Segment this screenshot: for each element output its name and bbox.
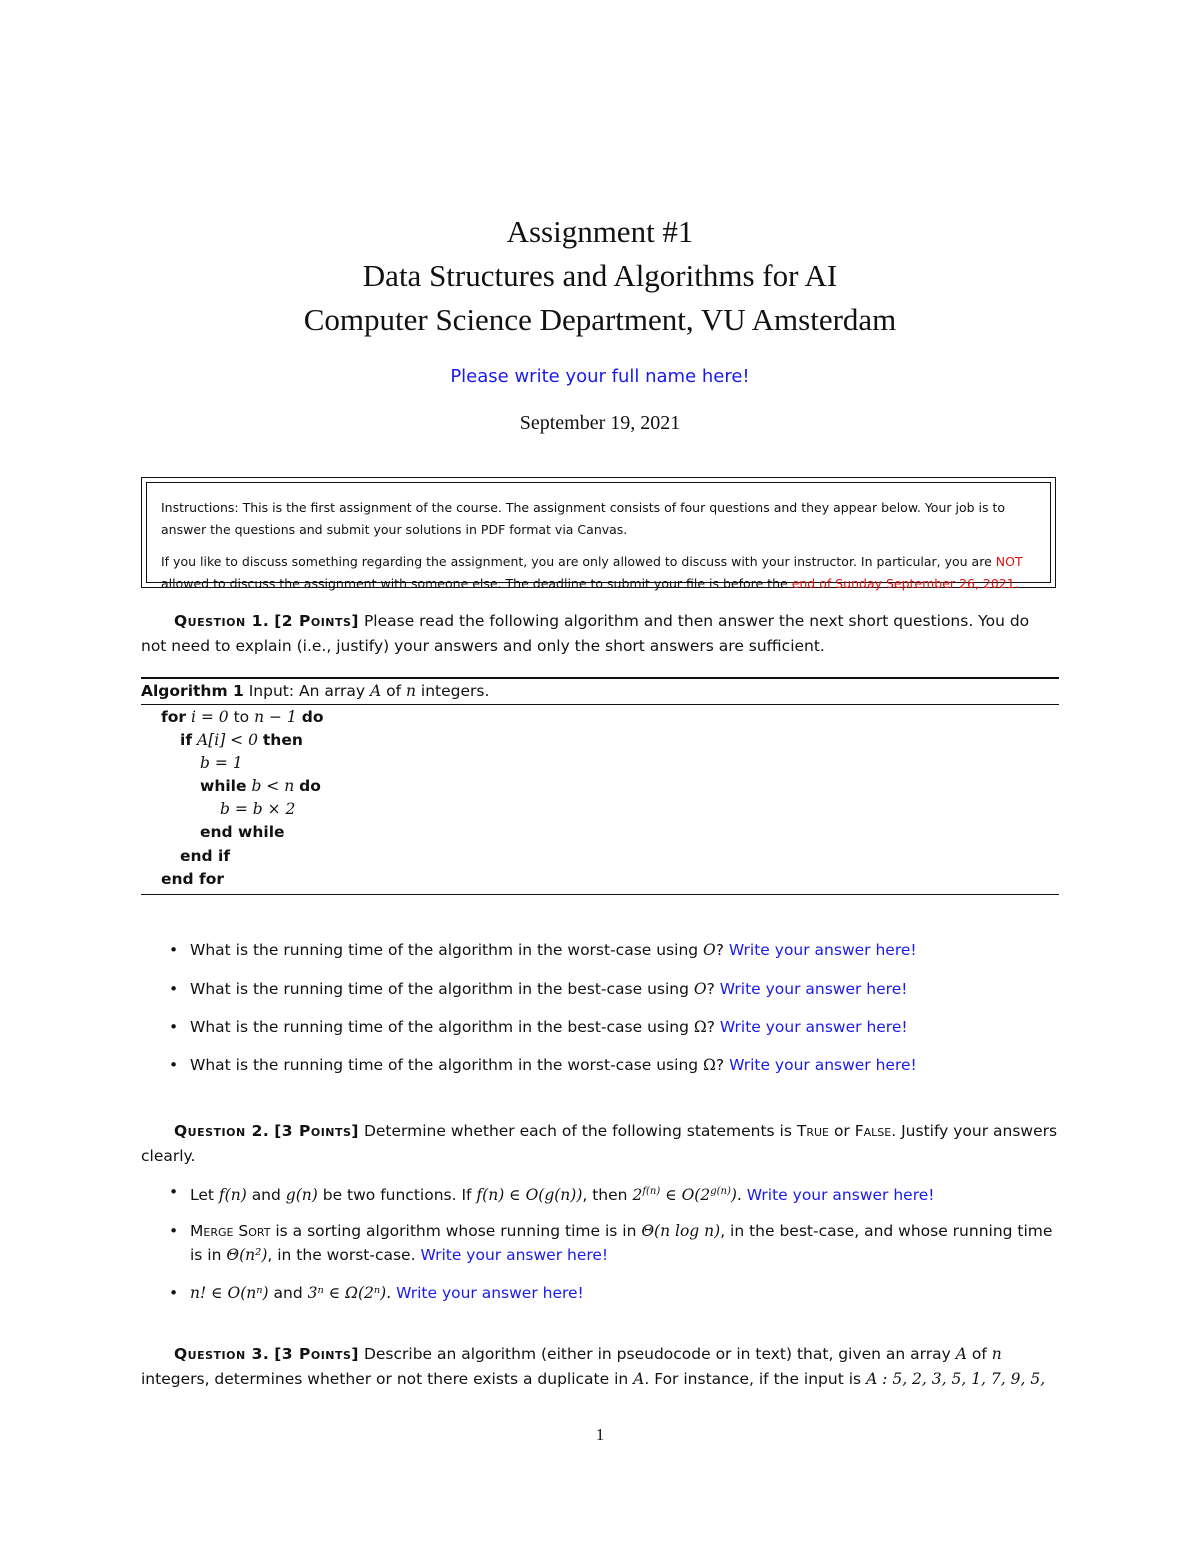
q1-bullet-1: • What is the running time of the algorithm in the worst-case using O? Write your answer here!	[169, 941, 917, 959]
q2-bullet-3: • n! ∈ O(nⁿ) and 3ⁿ ∈ Ω(2ⁿ). Write your answer here!	[169, 1284, 584, 1302]
algorithm-line-while: while b < n do	[200, 777, 321, 795]
algorithm-top-rule	[141, 677, 1059, 679]
question-3-points: [3 Points]	[274, 1345, 360, 1363]
instructions-paragraph-1: Instructions: This is the first assignment of the course. The assignment consists of four questions and they appear below. Your job is to answer the questions and submit your solutions in PDF format via Canvas.	[161, 500, 1006, 537]
answer-field-7[interactable]: Write your answer here!	[396, 1284, 584, 1302]
algorithm-line-end-while: end while	[200, 823, 285, 841]
question-2-text: Question 2. [3 Points] Determine whether each of the following statements is True or False. Justify your answers clearly.	[141, 1122, 1058, 1165]
course-title: Data Structures and Algorithms for AI	[362, 258, 838, 293]
algorithm-line-assign-b: b = 1	[200, 754, 243, 772]
date: September 19, 2021	[519, 412, 681, 434]
deadline-text: end of Sunday September 26, 2021	[791, 576, 1015, 591]
page-number: 1	[595, 1425, 605, 1444]
instructions-box	[141, 477, 1056, 591]
question-3-label: Question 3.	[174, 1345, 270, 1363]
algorithm-line-end-if: end if	[180, 847, 231, 865]
question-3-text: Question 3. [3 Points] Describe an algorithm (either in pseudocode or in text) that, given an array A of n integers, determines whether or not there exists a duplicate in A. For instance, if the input is A : 5, 2, 3, 5, 1, 7, 9, 5,	[141, 1345, 1046, 1388]
question-1-points: [2 Points]	[274, 612, 360, 630]
q1-bullet-4: • What is the running time of the algorithm in the worst-case using Ω? Write your answer here!	[169, 1056, 917, 1074]
algorithm-line-for: for i = 0 to n − 1 do	[161, 708, 324, 726]
answer-field-1[interactable]: Write your answer here!	[728, 941, 917, 959]
algorithm-line-if: if A[i] < 0 then	[180, 731, 303, 749]
question-1-text: Question 1. [2 Points] Please read the following algorithm and then answer the next short questions. You do not need to explain (i.e., justify) your answers and only the short answers are sufficient.	[141, 612, 1030, 655]
algorithm-line-end-for: end for	[161, 870, 225, 888]
department-title: Computer Science Department, VU Amsterdam	[303, 302, 897, 337]
answer-field-3[interactable]: Write your answer here!	[719, 1018, 908, 1036]
q2-bullet-2: • Merge Sort is a sorting algorithm whose running time is in Θ(n log n), in the best-case, and whose running time is in Θ(n²), in the worst-case. Write your answer here!	[169, 1222, 1053, 1264]
q2-bullet-1: • Let f(n) and g(n) be two functions. If f(n) ∈ O(g(n)), then $2^{f(n)}$ ∈ $O(2^{g(n)})$. Write your answer here!	[169, 1183, 935, 1205]
q1-bullet-2: • What is the running time of the algorithm in the best-case using O? Write your answer here!	[169, 980, 908, 998]
answer-field-4[interactable]: Write your answer here!	[729, 1056, 917, 1074]
question-2-label: Question 2.	[174, 1122, 270, 1140]
question-2-points: [3 Points]	[274, 1122, 360, 1140]
algorithm-bottom-rule	[141, 894, 1059, 895]
algorithm-mid-rule	[141, 704, 1059, 705]
algorithm-line-double: b = b × 2	[220, 800, 296, 818]
page-title: Assignment #1	[506, 214, 694, 249]
instructions-paragraph-2: If you like to discuss something regarding the assignment, you are only allowed to discuss with your instructor. In particular, you are NOT allowed to discuss the assignment with someone else. The deadline to submit your file is before the end of Sunday September 26, 2021.	[161, 554, 1023, 591]
answer-field-5[interactable]: Write your answer here!	[746, 1186, 935, 1205]
question-1-label: Question 1.	[174, 612, 270, 630]
answer-field-2[interactable]: Write your answer here!	[719, 980, 908, 998]
answer-field-6[interactable]: Write your answer here!	[420, 1246, 609, 1264]
name-prompt[interactable]: Please write your full name here!	[450, 366, 750, 387]
q1-bullet-3: • What is the running time of the algorithm in the best-case using Ω? Write your answer here!	[169, 1018, 908, 1036]
not-emphasis: NOT	[995, 554, 1023, 569]
algorithm-caption: Algorithm 1 Input: An array A of n integers.	[141, 682, 490, 700]
